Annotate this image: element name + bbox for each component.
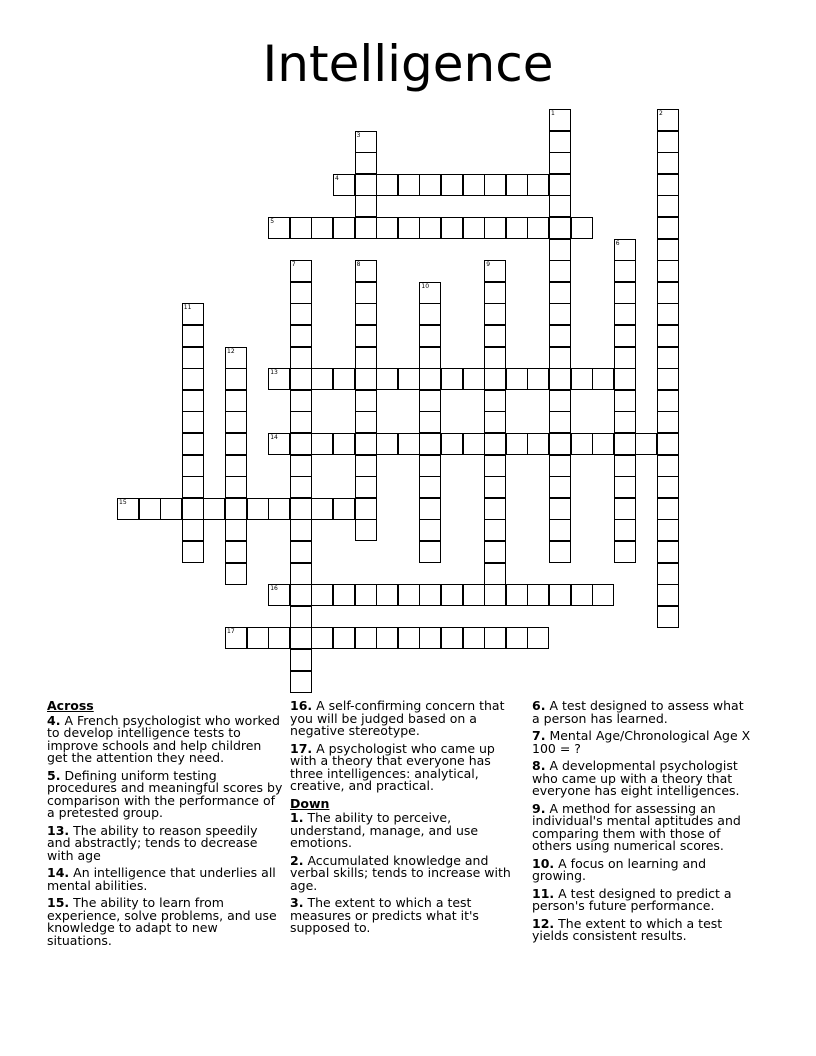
grid-cell[interactable] bbox=[268, 368, 290, 390]
grid-cell[interactable] bbox=[506, 627, 528, 649]
grid-cell[interactable] bbox=[484, 303, 506, 325]
grid-cell[interactable] bbox=[657, 584, 679, 606]
clue-column-2 bbox=[290, 700, 522, 940]
grid-cell[interactable] bbox=[571, 433, 593, 455]
grid-cell[interactable] bbox=[657, 476, 679, 498]
grid-cell[interactable] bbox=[290, 455, 312, 477]
grid-cell[interactable] bbox=[311, 433, 333, 455]
grid-cell[interactable] bbox=[549, 260, 571, 282]
grid-cell[interactable] bbox=[376, 584, 398, 606]
grid-cell[interactable] bbox=[657, 325, 679, 347]
grid-cell[interactable] bbox=[657, 455, 679, 477]
grid-cell[interactable] bbox=[355, 325, 377, 347]
grid-cell[interactable] bbox=[441, 627, 463, 649]
grid-cell[interactable] bbox=[657, 411, 679, 433]
grid-cell[interactable] bbox=[419, 541, 441, 563]
grid-cell[interactable] bbox=[614, 347, 636, 369]
grid-cell[interactable] bbox=[484, 325, 506, 347]
grid-cell[interactable] bbox=[657, 109, 679, 131]
grid-cell[interactable] bbox=[506, 217, 528, 239]
clue-down-1: 1. The ability to perceive, understand, manage, and use emotions. bbox=[290, 810, 479, 850]
clue-down-11: 11. A test designed to predict a person's future performance. bbox=[532, 885, 732, 913]
grid-cell[interactable] bbox=[225, 368, 247, 390]
grid-cell[interactable] bbox=[376, 627, 398, 649]
grid-cell[interactable] bbox=[657, 174, 679, 196]
grid-cell[interactable] bbox=[355, 390, 377, 412]
grid-cell[interactable] bbox=[247, 498, 269, 520]
grid-cell[interactable] bbox=[225, 541, 247, 563]
grid-cell[interactable] bbox=[527, 627, 549, 649]
grid-cell[interactable] bbox=[419, 519, 441, 541]
grid-cell[interactable] bbox=[527, 368, 549, 390]
grid-cell[interactable] bbox=[506, 368, 528, 390]
grid-cell[interactable] bbox=[355, 519, 377, 541]
grid-cell[interactable] bbox=[311, 627, 333, 649]
grid-cell[interactable] bbox=[290, 390, 312, 412]
grid-cell[interactable] bbox=[182, 498, 204, 520]
grid-cell[interactable] bbox=[441, 217, 463, 239]
clue-across-4: 4. A French psychologist who worked to develop intelligence tests to improve schools and help children get the attention they need. bbox=[47, 712, 280, 765]
cell-number: 12 bbox=[227, 347, 235, 355]
grid-cell[interactable] bbox=[635, 433, 657, 455]
grid-cell[interactable] bbox=[355, 303, 377, 325]
cell-number: 10 bbox=[421, 282, 430, 290]
grid-cell[interactable] bbox=[160, 498, 182, 520]
cell-number: 6 bbox=[615, 239, 620, 247]
grid-cell[interactable] bbox=[527, 584, 549, 606]
grid-cell[interactable] bbox=[290, 519, 312, 541]
cell-number: 7 bbox=[291, 261, 296, 269]
grid-cell[interactable] bbox=[182, 325, 204, 347]
grid-cell[interactable] bbox=[549, 217, 571, 239]
grid-cell[interactable] bbox=[419, 455, 441, 477]
cell-number: 3 bbox=[356, 131, 361, 139]
cell-number: 17 bbox=[227, 628, 235, 636]
grid-cell[interactable] bbox=[225, 627, 247, 649]
grid-cell[interactable] bbox=[376, 368, 398, 390]
clue-down-3: 3. The extent to which a test measures or predicts what it's supposed to. bbox=[290, 895, 479, 935]
grid-cell[interactable] bbox=[376, 433, 398, 455]
down-heading: Down bbox=[290, 795, 330, 811]
grid-cell[interactable] bbox=[549, 498, 571, 520]
grid-cell[interactable] bbox=[355, 476, 377, 498]
grid-cell[interactable] bbox=[225, 519, 247, 541]
clue-down-9: 9. A method for assessing an individual's mental aptitudes and comparing them with those of others using numerical scores. bbox=[532, 800, 741, 853]
grid-cell[interactable] bbox=[290, 671, 312, 693]
grid-cell[interactable] bbox=[614, 239, 636, 261]
grid-cell[interactable] bbox=[571, 368, 593, 390]
grid-cell[interactable] bbox=[355, 627, 377, 649]
grid-cell[interactable] bbox=[571, 584, 593, 606]
grid-cell[interactable] bbox=[376, 217, 398, 239]
grid-cell[interactable] bbox=[419, 627, 441, 649]
grid-cell[interactable] bbox=[290, 411, 312, 433]
cell-number: 14 bbox=[270, 434, 278, 441]
grid-cell[interactable] bbox=[614, 541, 636, 563]
grid-cell[interactable] bbox=[484, 282, 506, 304]
grid-cell[interactable] bbox=[182, 411, 204, 433]
grid-cell[interactable] bbox=[355, 174, 377, 196]
cell-number: 16 bbox=[270, 585, 278, 593]
across-heading: Across bbox=[47, 698, 94, 713]
grid-cell[interactable] bbox=[290, 347, 312, 369]
grid-cell[interactable] bbox=[441, 584, 463, 606]
grid-cell[interactable] bbox=[441, 368, 463, 390]
clue-down-7: 7. Mental Age/Chronological Age X 100 = ? bbox=[532, 728, 751, 756]
grid-cell[interactable] bbox=[182, 519, 204, 541]
grid-cell[interactable] bbox=[182, 433, 204, 455]
grid-cell[interactable] bbox=[549, 584, 571, 606]
grid-cell[interactable] bbox=[614, 519, 636, 541]
grid-cell[interactable] bbox=[657, 152, 679, 174]
grid-cell[interactable] bbox=[484, 476, 506, 498]
grid-cell[interactable] bbox=[398, 368, 420, 390]
grid-cell[interactable] bbox=[657, 195, 679, 217]
grid-cell[interactable] bbox=[419, 217, 441, 239]
grid-cell[interactable] bbox=[484, 347, 506, 369]
grid-cell[interactable] bbox=[398, 217, 420, 239]
grid-cell[interactable] bbox=[592, 584, 614, 606]
grid-cell[interactable] bbox=[333, 627, 355, 649]
grid-cell[interactable] bbox=[355, 152, 377, 174]
grid-cell[interactable] bbox=[614, 260, 636, 282]
grid-cell[interactable] bbox=[592, 368, 614, 390]
grid-cell[interactable] bbox=[657, 433, 679, 455]
grid-cell[interactable] bbox=[333, 433, 355, 455]
grid-cell[interactable] bbox=[549, 152, 571, 174]
grid-cell[interactable] bbox=[139, 498, 161, 520]
grid-cell[interactable] bbox=[268, 433, 290, 455]
grid-cell[interactable] bbox=[463, 217, 485, 239]
cell-number: 4 bbox=[335, 174, 339, 182]
grid-cell[interactable] bbox=[527, 217, 549, 239]
grid-cell[interactable] bbox=[290, 282, 312, 304]
cell-number: 5 bbox=[270, 218, 275, 225]
grid-cell[interactable] bbox=[290, 260, 312, 282]
grid-cell[interactable] bbox=[441, 433, 463, 455]
clue-down-10: 10. A focus on learning and growing. bbox=[532, 855, 707, 883]
grid-cell[interactable] bbox=[657, 282, 679, 304]
grid-cell[interactable] bbox=[398, 433, 420, 455]
grid-cell[interactable] bbox=[614, 476, 636, 498]
cell-number: 8 bbox=[356, 261, 361, 269]
grid-cell[interactable] bbox=[355, 195, 377, 217]
grid-cell[interactable] bbox=[463, 433, 485, 455]
grid-cell[interactable] bbox=[398, 174, 420, 196]
grid-cell[interactable] bbox=[484, 584, 506, 606]
grid-cell[interactable] bbox=[225, 411, 247, 433]
grid-cell[interactable] bbox=[484, 627, 506, 649]
grid-cell[interactable] bbox=[614, 455, 636, 477]
grid-cell[interactable] bbox=[484, 541, 506, 563]
grid-cell[interactable] bbox=[290, 541, 312, 563]
grid-cell[interactable] bbox=[290, 476, 312, 498]
grid-cell[interactable] bbox=[484, 390, 506, 412]
grid-cell[interactable] bbox=[268, 217, 290, 239]
grid-cell[interactable] bbox=[419, 498, 441, 520]
cell-number: 9 bbox=[486, 261, 491, 269]
grid-cell[interactable] bbox=[549, 476, 571, 498]
grid-cell[interactable] bbox=[247, 627, 269, 649]
grid-cell[interactable] bbox=[182, 368, 204, 390]
grid-cell[interactable] bbox=[311, 217, 333, 239]
grid-cell[interactable] bbox=[614, 498, 636, 520]
clue-column-1 bbox=[47, 700, 285, 952]
grid-cell[interactable] bbox=[311, 498, 333, 520]
grid-cell[interactable] bbox=[268, 498, 290, 520]
grid-cell[interactable] bbox=[225, 433, 247, 455]
puzzle-title: Intelligence bbox=[262, 35, 554, 93]
grid-cell[interactable] bbox=[463, 584, 485, 606]
grid-cell[interactable] bbox=[290, 649, 312, 671]
grid-cell[interactable] bbox=[614, 433, 636, 455]
cell-number: 13 bbox=[270, 369, 278, 377]
grid-cell[interactable] bbox=[441, 174, 463, 196]
grid-cell[interactable] bbox=[527, 433, 549, 455]
grid-cell[interactable] bbox=[657, 303, 679, 325]
grid-cell[interactable] bbox=[419, 584, 441, 606]
grid-cell[interactable] bbox=[225, 455, 247, 477]
grid-cell[interactable] bbox=[268, 584, 290, 606]
grid-cell[interactable] bbox=[117, 498, 139, 520]
grid-cell[interactable] bbox=[484, 174, 506, 196]
grid-cell[interactable] bbox=[657, 606, 679, 628]
clue-column-3 bbox=[532, 700, 752, 948]
grid-cell[interactable] bbox=[463, 174, 485, 196]
grid-cell[interactable] bbox=[657, 563, 679, 585]
grid-cell[interactable] bbox=[225, 563, 247, 585]
grid-cell[interactable] bbox=[592, 433, 614, 455]
grid-cell[interactable] bbox=[419, 282, 441, 304]
grid-cell[interactable] bbox=[484, 411, 506, 433]
grid-cell[interactable] bbox=[268, 627, 290, 649]
grid-cell[interactable] bbox=[549, 455, 571, 477]
cell-number: 2 bbox=[659, 110, 663, 117]
grid-cell[interactable] bbox=[484, 260, 506, 282]
clue-across-14: 14. An intelligence that underlies all mental abilities. bbox=[47, 865, 276, 893]
grid-cell[interactable] bbox=[203, 498, 225, 520]
grid-cell[interactable] bbox=[549, 433, 571, 455]
grid-cell[interactable] bbox=[290, 563, 312, 585]
grid-cell[interactable] bbox=[290, 368, 312, 390]
cell-number: 15 bbox=[119, 498, 127, 506]
grid-cell[interactable] bbox=[657, 498, 679, 520]
grid-cell[interactable] bbox=[290, 606, 312, 628]
grid-cell[interactable] bbox=[225, 476, 247, 498]
grid-cell[interactable] bbox=[376, 174, 398, 196]
grid-cell[interactable] bbox=[549, 282, 571, 304]
grid-cell[interactable] bbox=[419, 411, 441, 433]
grid-cell[interactable] bbox=[614, 411, 636, 433]
grid-cell[interactable] bbox=[355, 411, 377, 433]
clue-across-16: 16. A self-confirming concern that you will be judged based on a negative stereotype. bbox=[290, 698, 505, 738]
grid-cell[interactable] bbox=[549, 131, 571, 153]
grid-cell[interactable] bbox=[506, 433, 528, 455]
grid-cell[interactable] bbox=[484, 563, 506, 585]
grid-cell[interactable] bbox=[225, 498, 247, 520]
grid-cell[interactable] bbox=[182, 390, 204, 412]
grid-cell[interactable] bbox=[355, 217, 377, 239]
grid-cell[interactable] bbox=[333, 498, 355, 520]
grid-cell[interactable] bbox=[290, 433, 312, 455]
grid-cell[interactable] bbox=[333, 584, 355, 606]
grid-cell[interactable] bbox=[290, 303, 312, 325]
clue-down-8: 8. A developmental psychologist who came up with a theory that everyone has eight intelligences. bbox=[532, 758, 740, 798]
grid-cell[interactable] bbox=[549, 239, 571, 261]
grid-cell[interactable] bbox=[398, 627, 420, 649]
grid-cell[interactable] bbox=[419, 433, 441, 455]
grid-cell[interactable] bbox=[355, 131, 377, 153]
grid-cell[interactable] bbox=[657, 541, 679, 563]
grid-cell[interactable] bbox=[355, 368, 377, 390]
clue-down-2: 2. Accumulated knowledge and verbal skills; tends to increase with age. bbox=[290, 852, 511, 893]
grid-cell[interactable] bbox=[419, 325, 441, 347]
grid-cell[interactable] bbox=[614, 303, 636, 325]
clue-across-15: 15. The ability to learn from experience, solve problems, and use knowledge to adapt to new situations. bbox=[47, 895, 277, 948]
grid-cell[interactable] bbox=[398, 584, 420, 606]
grid-cell[interactable] bbox=[657, 390, 679, 412]
grid-cell[interactable] bbox=[333, 217, 355, 239]
grid-cell[interactable] bbox=[182, 455, 204, 477]
grid-cell[interactable] bbox=[355, 282, 377, 304]
grid-cell[interactable] bbox=[506, 584, 528, 606]
grid-cell[interactable] bbox=[484, 217, 506, 239]
clue-across-5: 5. Defining uniform testing procedures and meaningful scores by comparison with the performance of a pretested group. bbox=[47, 767, 283, 820]
cell-number: 1 bbox=[551, 110, 555, 117]
grid-cell[interactable] bbox=[290, 498, 312, 520]
grid-cell[interactable] bbox=[527, 174, 549, 196]
grid-cell[interactable] bbox=[182, 303, 204, 325]
grid-cell[interactable] bbox=[657, 239, 679, 261]
grid-cell[interactable] bbox=[549, 390, 571, 412]
grid-cell[interactable] bbox=[311, 584, 333, 606]
grid-cell[interactable] bbox=[549, 325, 571, 347]
grid-cell[interactable] bbox=[182, 541, 204, 563]
grid-cell[interactable] bbox=[355, 347, 377, 369]
grid-cell[interactable] bbox=[614, 325, 636, 347]
grid-cell[interactable] bbox=[463, 368, 485, 390]
grid-cell[interactable] bbox=[463, 627, 485, 649]
grid-cell[interactable] bbox=[657, 260, 679, 282]
grid-cell[interactable] bbox=[571, 217, 593, 239]
grid-cell[interactable] bbox=[419, 390, 441, 412]
grid-cell[interactable] bbox=[225, 347, 247, 369]
grid-cell[interactable] bbox=[484, 433, 506, 455]
grid-cell[interactable] bbox=[614, 368, 636, 390]
clue-across-13: 13. The ability to reason speedily and abstractly; tends to decrease with age bbox=[47, 822, 258, 863]
grid-cell[interactable] bbox=[614, 390, 636, 412]
grid-cell[interactable] bbox=[506, 174, 528, 196]
clue-across-17: 17. A psychologist who came up with a theory that everyone has three intelligences: analytical, creative, and practical. bbox=[290, 740, 495, 793]
grid-cell[interactable] bbox=[355, 584, 377, 606]
grid-cell[interactable] bbox=[484, 498, 506, 520]
grid-cell[interactable] bbox=[290, 325, 312, 347]
grid-cell[interactable] bbox=[290, 584, 312, 606]
grid-cell[interactable] bbox=[657, 347, 679, 369]
grid-cell[interactable] bbox=[290, 217, 312, 239]
clue-down-6: 6. A test designed to assess what a person has learned. bbox=[532, 698, 744, 726]
grid-cell[interactable] bbox=[419, 174, 441, 196]
grid-cell[interactable] bbox=[549, 174, 571, 196]
grid-cell[interactable] bbox=[549, 519, 571, 541]
grid-cell[interactable] bbox=[419, 347, 441, 369]
grid-cell[interactable] bbox=[549, 195, 571, 217]
grid-cell[interactable] bbox=[182, 476, 204, 498]
grid-cell[interactable] bbox=[311, 368, 333, 390]
grid-cell[interactable] bbox=[182, 347, 204, 369]
grid-cell[interactable] bbox=[419, 368, 441, 390]
grid-cell[interactable] bbox=[657, 519, 679, 541]
grid-cell[interactable] bbox=[657, 131, 679, 153]
grid-cell[interactable] bbox=[333, 174, 355, 196]
grid-cell[interactable] bbox=[225, 390, 247, 412]
grid-cell[interactable] bbox=[484, 519, 506, 541]
grid-cell[interactable] bbox=[549, 109, 571, 131]
grid-cell[interactable] bbox=[290, 627, 312, 649]
grid-cell[interactable] bbox=[355, 455, 377, 477]
grid-cell[interactable] bbox=[549, 303, 571, 325]
grid-cell[interactable] bbox=[657, 217, 679, 239]
grid-cell[interactable] bbox=[484, 368, 506, 390]
grid-cell[interactable] bbox=[419, 303, 441, 325]
grid-cell[interactable] bbox=[549, 347, 571, 369]
grid-cell[interactable] bbox=[355, 433, 377, 455]
grid-cell[interactable] bbox=[355, 260, 377, 282]
grid-cell[interactable] bbox=[484, 455, 506, 477]
grid-cell[interactable] bbox=[333, 368, 355, 390]
cell-number: 11 bbox=[183, 304, 192, 312]
grid-cell[interactable] bbox=[549, 541, 571, 563]
clue-down-12: 12. The extent to which a test yields consistent results. bbox=[532, 915, 723, 943]
grid-cell[interactable] bbox=[657, 368, 679, 390]
grid-cell[interactable] bbox=[355, 498, 377, 520]
grid-cell[interactable] bbox=[614, 282, 636, 304]
grid-cell[interactable] bbox=[419, 476, 441, 498]
grid-cell[interactable] bbox=[549, 368, 571, 390]
grid-cell[interactable] bbox=[549, 411, 571, 433]
